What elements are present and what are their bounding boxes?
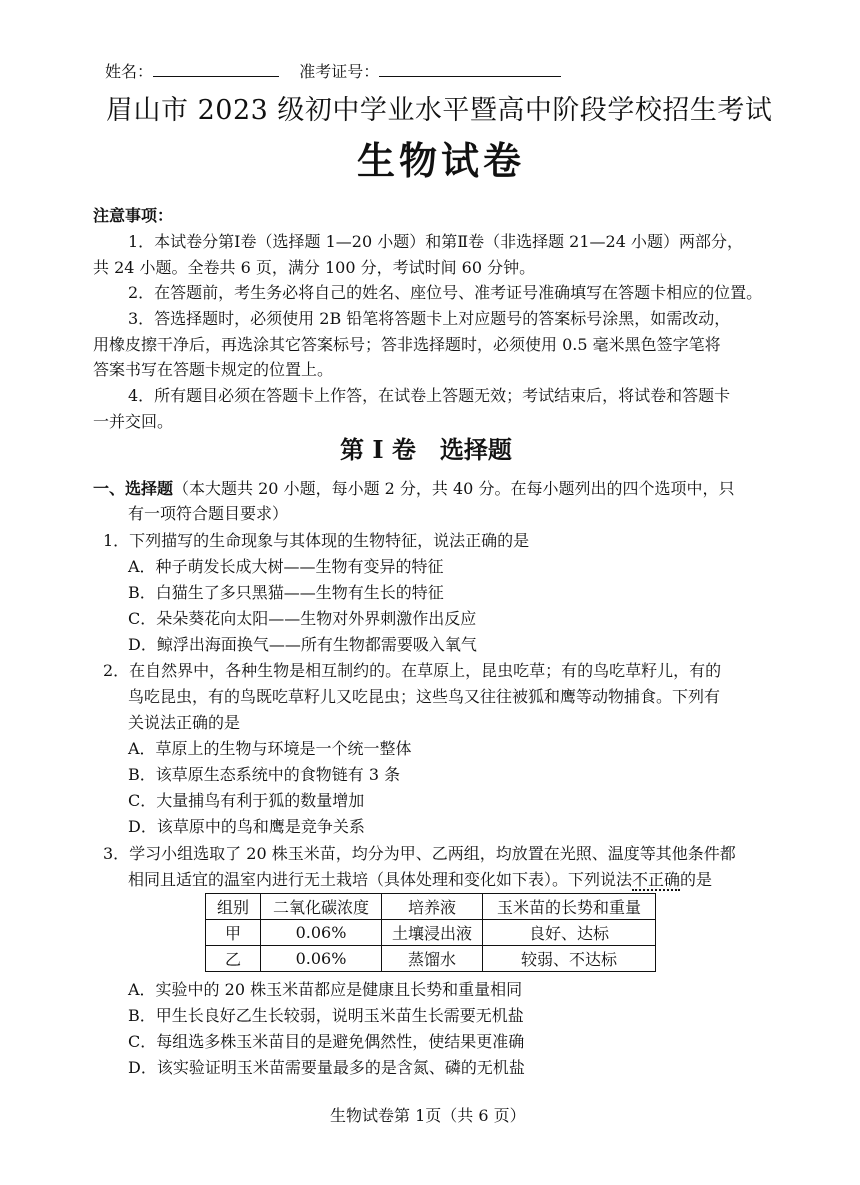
part-heading [93,477,734,501]
part-description: （本大题共 20 小题，每小题 2 分，共 40 分。在每小题列出的四个选项中，只 [173,479,735,498]
q1-option-a: A．种子萌发长成大树——生物有变异的特征 [128,557,444,576]
table-cell: 土壤浸出液 [382,920,483,946]
name-label: 姓名： [105,62,154,81]
table-header-cell: 玉米苗的长势和重量 [483,894,656,920]
table-cell: 乙 [206,946,261,972]
table-cell: 良好、达标 [483,920,656,946]
q3-stem-line-2 [128,868,712,892]
note-3-line-2: 用橡皮擦干净后，再选涂其它答案标号；答非选择题时，必须使用 0.5 毫米黑色签字笔将 [93,335,721,354]
note-3-line-3: 答案书写在答题卡规定的位置上。 [93,360,334,379]
table-header-cell: 培养液 [382,894,483,920]
experiment-table [205,893,656,972]
notes-heading: 注意事项： [93,206,174,225]
q3-stem-text: 相同且适宜的温室内进行无土栽培（具体处理和变化如下表）。下列说法 [128,870,633,889]
q3-stem-tail: 的是 [680,870,713,889]
note-1-line-1: 1．本试卷分第Ⅰ卷（选择题 1—20 小题）和第Ⅱ卷（非选择题 21—24 小题）两部分， [128,232,743,251]
q3-emphasis-not-correct: 不正确 [632,870,681,889]
q2-option-c: C．大量捕鸟有利于狐的数量增加 [128,791,365,810]
ticket-label: 准考证号： [299,62,380,81]
q2-stem-line-1: 2．在自然界中，各种生物是相互制约的。在草原上，昆虫吃草；有的鸟吃草籽儿，有的 [103,661,722,680]
q2-stem-line-3: 关说法正确的是 [128,713,241,732]
subject-title: 生物试卷 [357,138,526,183]
q3-option-c: C．每组选多株玉米苗目的是避免偶然性，使结果更准确 [128,1032,525,1051]
q2-option-a: A．草原上的生物与环境是一个统一整体 [128,739,412,758]
table-cell: 蒸馏水 [382,946,483,972]
ticket-blank [379,58,561,77]
part-name: 选择题 [125,479,174,498]
q2-option-d: D．该草原中的鸟和鹰是竞争关系 [128,817,365,836]
section-title: 第 I 卷 选择题 [340,435,512,464]
note-2: 2．在答题前，考生务必将自己的姓名、座位号、准考证号准确填写在答题卡相应的位置。 [128,283,763,302]
q1-option-c: C．朵朵葵花向太阳——生物对外界刺激作出反应 [128,609,477,628]
page-footer: 生物试卷第 1页（共 6 页） [330,1106,526,1125]
table-row [206,920,656,946]
table-cell: 0.06% [261,946,382,972]
table-header-cell: 组别 [206,894,261,920]
exam-title: 眉山市 2023 级初中学业水平暨高中阶段学校招生考试 [106,95,773,126]
table-cell: 甲 [206,920,261,946]
q3-stem-line-1: 3．学习小组选取了 20 株玉米苗，均分为甲、乙两组，均放置在光照、温度等其他条件都 [103,844,736,863]
table-cell: 较弱、不达标 [483,946,656,972]
q2-stem-line-2: 鸟吃昆虫，有的鸟既吃草籽儿又吃昆虫；这些鸟又往往被狐和鹰等动物捕食。下列有 [128,687,721,706]
note-4-line-2: 一并交回。 [93,412,174,431]
table-cell: 0.06% [261,920,382,946]
table-row [206,946,656,972]
table-header-row [206,894,656,920]
q3-option-b: B．甲生长良好乙生长较弱，说明玉米苗生长需要无机盐 [128,1006,524,1025]
part-description-line-2: 有一项符合题目要求） [128,504,289,523]
note-4-line-1: 4．所有题目必须在答题卡上作答，在试卷上答题无效；考试结束后，将试卷和答题卡 [128,386,731,405]
table-header-cell: 二氧化碳浓度 [261,894,382,920]
name-blank [153,58,279,77]
q1-stem: 1．下列描写的生命现象与其体现的生物特征，说法正确的是 [103,531,530,550]
q1-option-b: B．白猫生了多只黑猫——生物有生长的特征 [128,583,444,602]
part-number: 一、 [93,479,126,498]
q3-option-a: A．实验中的 20 株玉米苗都应是健康且长势和重量相同 [128,980,523,999]
q2-option-b: B．该草原生态系统中的食物链有 3 条 [128,765,401,784]
note-1-line-2: 共 24 小题。全卷共 6 页，满分 100 分，考试时间 60 分钟。 [93,258,536,277]
candidate-info-row [105,58,561,82]
note-3-line-1: 3．答选择题时，必须使用 2B 铅笔将答题卡上对应题号的答案标号涂黑，如需改动， [128,309,731,328]
q1-option-d: D．鲸浮出海面换气——所有生物都需要吸入氧气 [128,635,477,654]
q3-option-d: D．该实验证明玉米苗需要量最多的是含氮、磷的无机盐 [128,1058,525,1077]
